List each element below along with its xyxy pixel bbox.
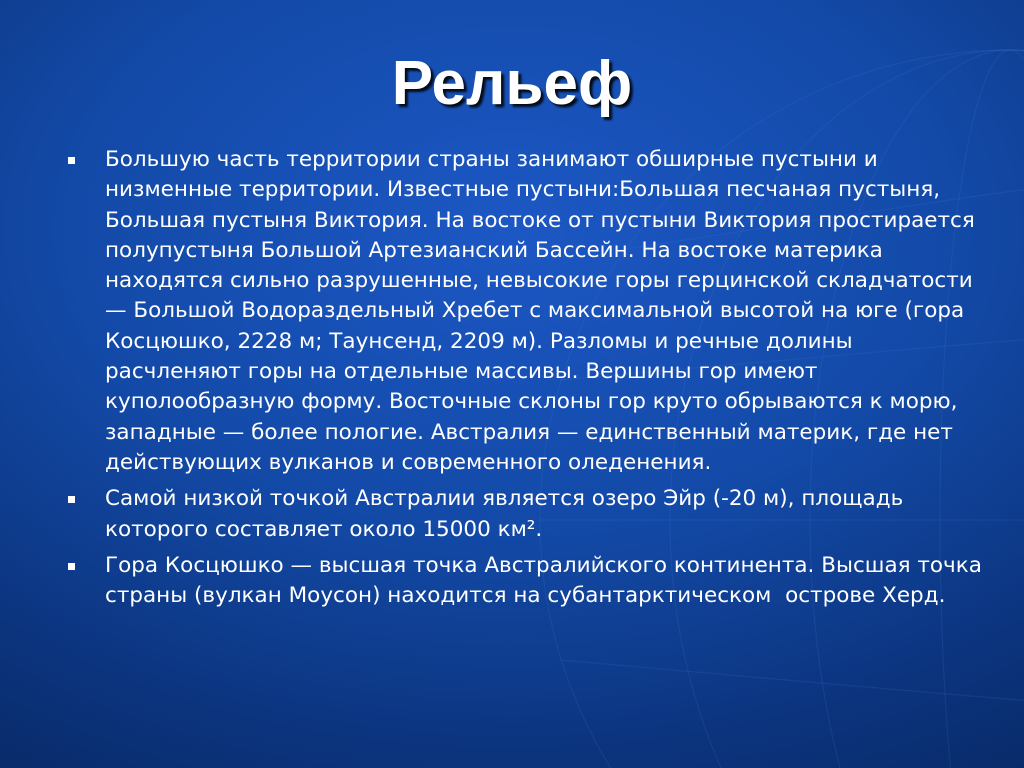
bullet-text: Гора Косцюшко — высшая точка Австралийского континента. Высшая точка страны (вулкан Моусон) находится на субантарктическом острове Херд. (105, 552, 989, 609)
bullet-item-highest-point (66, 551, 989, 612)
bullet-list (66, 145, 989, 617)
square-bullet-icon (68, 157, 75, 164)
slide-title: Рельеф (391, 49, 633, 118)
bullet-item-lowest-point (66, 484, 986, 545)
bullet-text: Самой низкой точкой Австралии является озеро Эйр (-20 м), площадь которого составляет около 15000 км². (105, 486, 911, 542)
square-bullet-icon (68, 496, 75, 503)
bullet-item-relief (66, 145, 986, 478)
square-bullet-icon (68, 563, 75, 570)
bullet-text: Большую часть территории страны занимают обширные пустыни и низменные территории. Известные пустыни:Большая песчаная пустыня, Большая пустыня Виктория. На востоке от пустыни Виктория простирается полупустыня Большой Артезианский Бассейн. На востоке материка находятся сильно разрушенные, невысокие горы герцинской складчатости — Большой Водораздельный Хребет с максимальной высотой на юге (гора Косцюшко, 2228 м; Таунсенд, 2209 м). Разломы и речные долины расчленяют горы на отдельные массивы. Вершины гор имеют куполообразную форму. Восточные склоны гор круто обрываются к морю, западные — более пологие. Австралия — единственный материк, где нет действующих вулканов и современного оледенения. (105, 147, 982, 475)
